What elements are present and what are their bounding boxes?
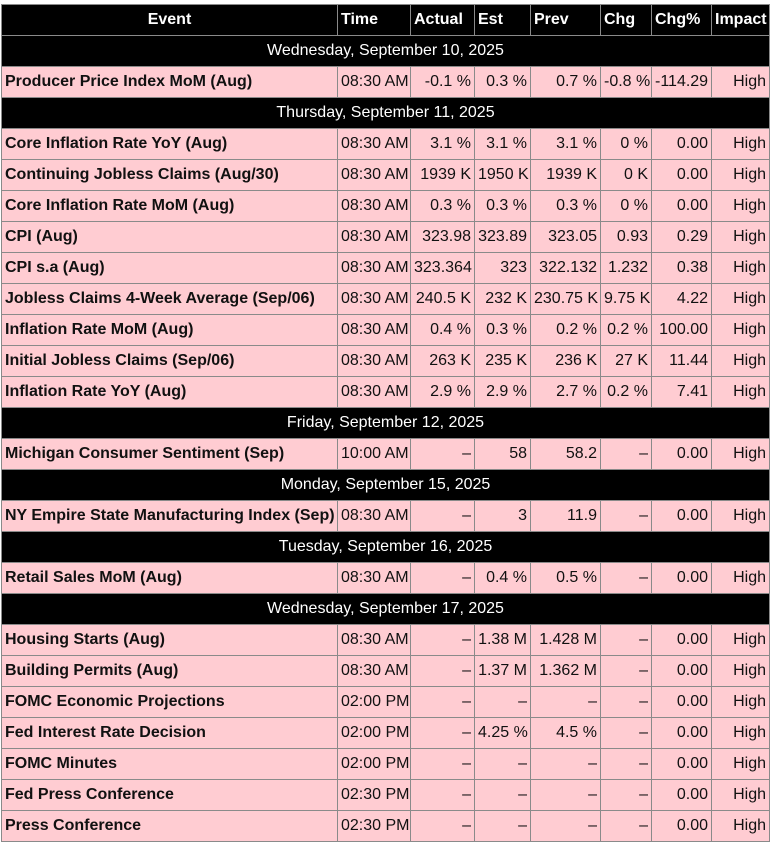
cell-impact: High — [712, 253, 770, 284]
date-heading: Monday, September 15, 2025 — [2, 470, 770, 501]
cell-prev: 1939 K — [531, 160, 601, 191]
cell-event: Retail Sales MoM (Aug) — [2, 563, 338, 594]
cell-chg-pct: 100.00 — [652, 315, 712, 346]
cell-chg-pct: 4.22 — [652, 284, 712, 315]
cell-actual: – — [411, 656, 475, 687]
table-row — [2, 501, 770, 532]
table-row — [2, 563, 770, 594]
table-body — [2, 36, 770, 842]
cell-chg-pct: 0.00 — [652, 749, 712, 780]
cell-event: Producer Price Index MoM (Aug) — [2, 67, 338, 98]
cell-event: Inflation Rate YoY (Aug) — [2, 377, 338, 408]
cell-impact: High — [712, 687, 770, 718]
cell-chg: – — [601, 501, 652, 532]
cell-est: 58 — [475, 439, 531, 470]
date-group-row — [2, 408, 770, 439]
cell-chg-pct: 0.38 — [652, 253, 712, 284]
cell-est: – — [475, 811, 531, 842]
cell-est: 2.9 % — [475, 377, 531, 408]
table-row — [2, 749, 770, 780]
cell-event: Michigan Consumer Sentiment (Sep) — [2, 439, 338, 470]
cell-time: 08:30 AM — [338, 656, 411, 687]
cell-chg: 9.75 K — [601, 284, 652, 315]
cell-prev: 322.132 — [531, 253, 601, 284]
cell-actual: – — [411, 780, 475, 811]
cell-est: 4.25 % — [475, 718, 531, 749]
cell-time: 08:30 AM — [338, 346, 411, 377]
header-time: Time — [338, 5, 411, 36]
table-row — [2, 253, 770, 284]
cell-actual: – — [411, 749, 475, 780]
cell-event: Continuing Jobless Claims (Aug/30) — [2, 160, 338, 191]
cell-est: 0.3 % — [475, 191, 531, 222]
cell-est: 323.89 — [475, 222, 531, 253]
cell-est: 3 — [475, 501, 531, 532]
cell-chg-pct: 0.00 — [652, 625, 712, 656]
table-row — [2, 191, 770, 222]
cell-chg: -0.8 % — [601, 67, 652, 98]
cell-est: – — [475, 749, 531, 780]
cell-prev: 236 K — [531, 346, 601, 377]
cell-time: 08:30 AM — [338, 315, 411, 346]
cell-est: 1.38 M — [475, 625, 531, 656]
header-prev: Prev — [531, 5, 601, 36]
cell-actual: 3.1 % — [411, 129, 475, 160]
cell-chg: – — [601, 625, 652, 656]
cell-chg-pct: -114.29 — [652, 67, 712, 98]
cell-prev: 0.2 % — [531, 315, 601, 346]
cell-chg: 0 K — [601, 160, 652, 191]
table-row — [2, 129, 770, 160]
cell-event: Building Permits (Aug) — [2, 656, 338, 687]
cell-event: Press Conference — [2, 811, 338, 842]
cell-event: Fed Press Conference — [2, 780, 338, 811]
cell-impact: High — [712, 315, 770, 346]
cell-actual: -0.1 % — [411, 67, 475, 98]
cell-event: Fed Interest Rate Decision — [2, 718, 338, 749]
cell-prev: – — [531, 811, 601, 842]
cell-chg-pct: 0.00 — [652, 439, 712, 470]
cell-impact: High — [712, 439, 770, 470]
cell-time: 02:00 PM — [338, 718, 411, 749]
date-group-row — [2, 470, 770, 501]
table-row — [2, 315, 770, 346]
cell-impact: High — [712, 563, 770, 594]
cell-event: FOMC Minutes — [2, 749, 338, 780]
cell-prev: 230.75 K — [531, 284, 601, 315]
cell-actual: 0.4 % — [411, 315, 475, 346]
date-heading: Wednesday, September 10, 2025 — [2, 36, 770, 67]
cell-prev: 58.2 — [531, 439, 601, 470]
cell-chg-pct: 0.00 — [652, 811, 712, 842]
table-row — [2, 222, 770, 253]
cell-chg-pct: 0.00 — [652, 191, 712, 222]
table-row — [2, 160, 770, 191]
cell-impact: High — [712, 749, 770, 780]
table-header — [2, 5, 770, 36]
cell-est: 323 — [475, 253, 531, 284]
cell-prev: 0.7 % — [531, 67, 601, 98]
cell-time: 08:30 AM — [338, 160, 411, 191]
header-actual: Actual — [411, 5, 475, 36]
header-chg-pct: Chg% — [652, 5, 712, 36]
date-heading: Tuesday, September 16, 2025 — [2, 532, 770, 563]
cell-event: FOMC Economic Projections — [2, 687, 338, 718]
cell-chg: 0.93 — [601, 222, 652, 253]
cell-actual: – — [411, 811, 475, 842]
table-row — [2, 346, 770, 377]
cell-est: 0.3 % — [475, 67, 531, 98]
cell-actual: 263 K — [411, 346, 475, 377]
date-group-row — [2, 594, 770, 625]
table-row — [2, 67, 770, 98]
table-row — [2, 687, 770, 718]
cell-est: – — [475, 780, 531, 811]
cell-time: 10:00 AM — [338, 439, 411, 470]
cell-prev: – — [531, 749, 601, 780]
cell-est: 3.1 % — [475, 129, 531, 160]
date-heading: Thursday, September 11, 2025 — [2, 98, 770, 129]
cell-chg: – — [601, 780, 652, 811]
cell-actual: 240.5 K — [411, 284, 475, 315]
cell-impact: High — [712, 191, 770, 222]
cell-chg-pct: 0.00 — [652, 780, 712, 811]
table-row — [2, 377, 770, 408]
cell-actual: 0.3 % — [411, 191, 475, 222]
cell-chg: 27 K — [601, 346, 652, 377]
cell-time: 02:00 PM — [338, 687, 411, 718]
cell-chg: 1.232 — [601, 253, 652, 284]
cell-chg: 0 % — [601, 129, 652, 160]
table-row — [2, 625, 770, 656]
header-chg: Chg — [601, 5, 652, 36]
cell-chg-pct: 0.00 — [652, 563, 712, 594]
cell-impact: High — [712, 222, 770, 253]
cell-event: Initial Jobless Claims (Sep/06) — [2, 346, 338, 377]
table-row — [2, 718, 770, 749]
cell-chg: – — [601, 656, 652, 687]
cell-prev: 11.9 — [531, 501, 601, 532]
cell-impact: High — [712, 129, 770, 160]
header-event: Event — [2, 5, 338, 36]
header-est: Est — [475, 5, 531, 36]
date-group-row — [2, 532, 770, 563]
cell-event: Jobless Claims 4-Week Average (Sep/06) — [2, 284, 338, 315]
cell-prev: 323.05 — [531, 222, 601, 253]
date-heading: Wednesday, September 17, 2025 — [2, 594, 770, 625]
cell-chg-pct: 0.00 — [652, 501, 712, 532]
cell-prev: 4.5 % — [531, 718, 601, 749]
cell-time: 08:30 AM — [338, 129, 411, 160]
date-group-row — [2, 98, 770, 129]
cell-impact: High — [712, 625, 770, 656]
cell-time: 08:30 AM — [338, 377, 411, 408]
cell-time: 02:00 PM — [338, 749, 411, 780]
cell-chg: – — [601, 749, 652, 780]
cell-impact: High — [712, 67, 770, 98]
cell-actual: – — [411, 563, 475, 594]
cell-impact: High — [712, 501, 770, 532]
cell-prev: 2.7 % — [531, 377, 601, 408]
cell-chg-pct: 0.00 — [652, 160, 712, 191]
cell-est: 235 K — [475, 346, 531, 377]
cell-chg-pct: 0.00 — [652, 129, 712, 160]
cell-event: CPI (Aug) — [2, 222, 338, 253]
cell-est: 0.4 % — [475, 563, 531, 594]
cell-time: 08:30 AM — [338, 67, 411, 98]
cell-time: 02:30 PM — [338, 811, 411, 842]
cell-prev: 0.3 % — [531, 191, 601, 222]
cell-time: 02:30 PM — [338, 780, 411, 811]
cell-chg: 0 % — [601, 191, 652, 222]
cell-chg-pct: 7.41 — [652, 377, 712, 408]
cell-chg: – — [601, 439, 652, 470]
cell-impact: High — [712, 811, 770, 842]
cell-chg: 0.2 % — [601, 377, 652, 408]
cell-impact: High — [712, 718, 770, 749]
table-row — [2, 284, 770, 315]
cell-actual: – — [411, 687, 475, 718]
cell-impact: High — [712, 284, 770, 315]
cell-chg: – — [601, 811, 652, 842]
economic-calendar-table — [1, 4, 770, 842]
cell-prev: 3.1 % — [531, 129, 601, 160]
table-row — [2, 780, 770, 811]
cell-prev: – — [531, 780, 601, 811]
cell-chg-pct: 11.44 — [652, 346, 712, 377]
cell-impact: High — [712, 377, 770, 408]
cell-prev: – — [531, 687, 601, 718]
cell-time: 08:30 AM — [338, 222, 411, 253]
cell-event: NY Empire State Manufacturing Index (Sep) — [2, 501, 338, 532]
cell-time: 08:30 AM — [338, 563, 411, 594]
cell-est: 0.3 % — [475, 315, 531, 346]
cell-actual: 1939 K — [411, 160, 475, 191]
cell-chg: – — [601, 563, 652, 594]
cell-time: 08:30 AM — [338, 253, 411, 284]
cell-event: Core Inflation Rate YoY (Aug) — [2, 129, 338, 160]
cell-actual: – — [411, 718, 475, 749]
cell-time: 08:30 AM — [338, 501, 411, 532]
cell-event: Housing Starts (Aug) — [2, 625, 338, 656]
cell-event: Inflation Rate MoM (Aug) — [2, 315, 338, 346]
cell-prev: 0.5 % — [531, 563, 601, 594]
cell-chg: 0.2 % — [601, 315, 652, 346]
cell-est: 1950 K — [475, 160, 531, 191]
table-row — [2, 811, 770, 842]
cell-event: Core Inflation Rate MoM (Aug) — [2, 191, 338, 222]
cell-chg-pct: 0.00 — [652, 656, 712, 687]
cell-actual: 323.98 — [411, 222, 475, 253]
cell-time: 08:30 AM — [338, 191, 411, 222]
cell-actual: – — [411, 439, 475, 470]
cell-chg-pct: 0.29 — [652, 222, 712, 253]
header-impact: Impact — [712, 5, 770, 36]
cell-actual: – — [411, 625, 475, 656]
table-row — [2, 439, 770, 470]
date-group-row — [2, 36, 770, 67]
cell-chg: – — [601, 687, 652, 718]
cell-actual: – — [411, 501, 475, 532]
cell-impact: High — [712, 656, 770, 687]
cell-chg-pct: 0.00 — [652, 718, 712, 749]
cell-time: 08:30 AM — [338, 625, 411, 656]
date-heading: Friday, September 12, 2025 — [2, 408, 770, 439]
cell-time: 08:30 AM — [338, 284, 411, 315]
cell-impact: High — [712, 780, 770, 811]
cell-impact: High — [712, 160, 770, 191]
cell-est: 232 K — [475, 284, 531, 315]
cell-prev: 1.362 M — [531, 656, 601, 687]
cell-chg: – — [601, 718, 652, 749]
cell-prev: 1.428 M — [531, 625, 601, 656]
cell-event: CPI s.a (Aug) — [2, 253, 338, 284]
cell-chg-pct: 0.00 — [652, 687, 712, 718]
cell-impact: High — [712, 346, 770, 377]
cell-est: – — [475, 687, 531, 718]
table-row — [2, 656, 770, 687]
cell-actual: 323.364 — [411, 253, 475, 284]
cell-est: 1.37 M — [475, 656, 531, 687]
cell-actual: 2.9 % — [411, 377, 475, 408]
